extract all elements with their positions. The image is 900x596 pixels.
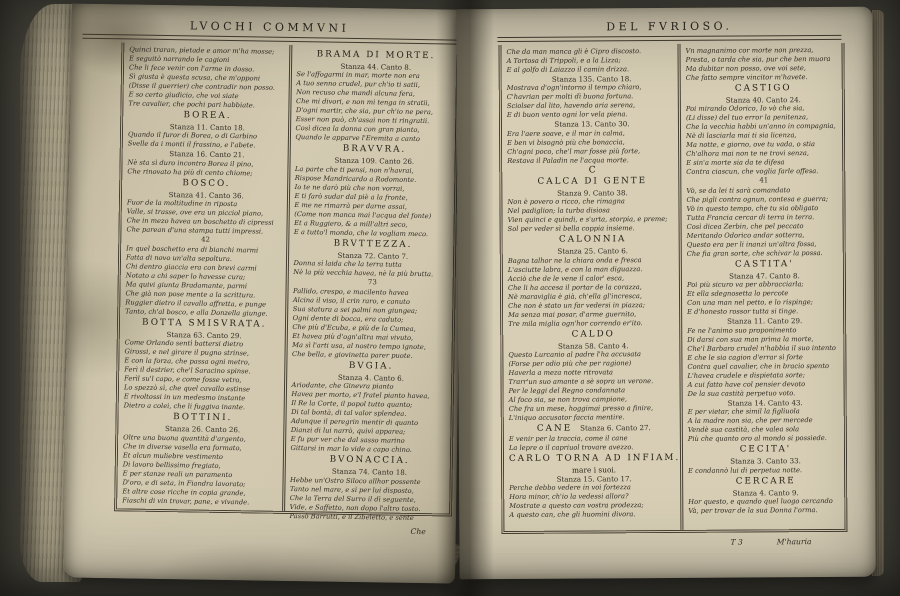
catchword: M'hauria — [776, 536, 812, 546]
verse-line: Di lavoro bellissimo fregiato, — [122, 459, 221, 470]
verse-line: Era l'aere soave, e il mar in calma, — [506, 128, 625, 138]
verse-line: La lepre o il capriuol trovare avezzo. — [508, 442, 634, 452]
verse-line: Valle, si trasse, ove era un picciol piano, — [126, 207, 264, 218]
verse-line: Gittarsi in mar lo vide a capo chino. — [290, 444, 412, 454]
right-page-content — [456, 7, 875, 580]
verse-line: E di buon vento ogni lor vela piena. — [506, 110, 628, 119]
verse-line: Più che quanto oro al mondo si possiede. — [687, 434, 827, 443]
verse-line: E ben vi bisognò più che bonaccia, — [507, 137, 625, 147]
section-heading: CASTITA' — [734, 258, 794, 270]
verse-line: E per vietar, che simil la figliuola — [687, 407, 800, 416]
verse-line: (Come non manca mai l'acqua del fonte) — [294, 209, 432, 220]
stanza-canto-reference: Stanza 16. Canto 21. — [169, 149, 245, 160]
verse-line: A la madre non sia, che per mercede — [687, 416, 813, 425]
verse-line: Io te ne darò più che non vorrai, — [294, 182, 405, 193]
verse-line: In quel boschetto era di bianchi marmi — [126, 243, 259, 254]
verse-line: Fatta di novo un'alta sepoltura. — [125, 252, 233, 263]
left-catchword-row — [74, 510, 450, 538]
verse-line: Il Re la Corte, il popol tutto quanto; — [291, 399, 413, 409]
verse-line: Che'l Barbaro crudel n'habbia il suo intento — [687, 343, 836, 353]
section-heading: BOTTA SMISVRATA. — [142, 317, 267, 330]
stanza-canto-reference: Stanza 14. Canto 43. — [727, 397, 803, 408]
section-heading: CARLO TORNA AD INFIAM. — [508, 452, 681, 464]
verse-line: Questo era per li inanzi un'altra fossa, — [686, 239, 817, 249]
verse-line: Ma notte, e giorno, ove tu vada, o stia — [686, 140, 816, 149]
verse-line: Di darsi con sua man prima la morte, — [687, 334, 814, 344]
left-page-content — [63, 4, 464, 584]
verse-line: E al golfo di Laiazzo il camin drizza. — [506, 64, 630, 74]
stanza-canto-reference: Stanza 26. Canto 26. — [164, 424, 241, 435]
verse-line: Hor questo, e quando quel luogo cercando — [688, 496, 833, 506]
section-heading: CANE — [536, 423, 573, 434]
verse-line: Quando le apparve l'Eremita a canto — [295, 133, 420, 144]
verse-line: Et alcun muliebre vestimento — [122, 450, 224, 461]
verse-line: D'oro, e di seta, in Fiandra lavorato; — [122, 477, 246, 488]
right-text-frame — [498, 42, 847, 533]
verse-line: L'iniquo accusator faccia mentire. — [508, 413, 625, 422]
verse-line: Ma dubitar non posso, ove voi sete, — [685, 63, 806, 73]
verse-line: Ferìl su'l capo, e come fosse vetro, — [124, 374, 242, 385]
left-page — [63, 4, 464, 584]
verse-line: Acciò che de le vene il calor' esca, — [507, 273, 625, 283]
gathering-signature: T 3 — [730, 537, 743, 547]
verse-line: Sì giusta è questa scusa, che m'opponi — [128, 71, 261, 82]
verse-line: E a tutto'l mondo, che la vogliam meco. — [293, 227, 429, 238]
verse-line: Non recuso che mandi alcuna fera, — [296, 88, 415, 98]
verse-line: E rivoltossi in un medesmo instante — [123, 392, 246, 403]
right-page-column-2 — [677, 42, 844, 529]
verse-line: La parte che ti pensi, non n'havrai, — [294, 164, 414, 175]
verse-line: Restava il Paladin ne l'acqua morte. — [507, 155, 629, 165]
verse-line: Và, per trovar de la sua Donna l'orma. — [688, 506, 818, 515]
verse-line: E sin'a morte sia da te difesa — [686, 158, 785, 167]
verse-line: A cui fatto have col pensier devoto — [687, 379, 806, 389]
verse-line: C'havrian per molti dì buona fortuna. — [506, 92, 634, 101]
verse-line: Trarr'un suo amante a sè sopra un verone. — [508, 377, 654, 386]
section-heading: BOREA. — [183, 109, 232, 121]
left-text-frame — [114, 42, 459, 522]
right-page-column-1 — [501, 43, 680, 530]
stanza-number: 42 — [201, 235, 211, 244]
verse-line: Tre cavalier, che pochi pari habbiate. — [128, 98, 255, 109]
verse-line: Ogni dente di bocca, era caduto; — [292, 313, 404, 324]
verse-line: Haverla a meza notte ritrovata — [508, 368, 614, 377]
verse-line: Svelle da i monti il frassino, e l'abete. — [127, 139, 256, 150]
section-heading-continuation: mare i suoi. — [571, 464, 617, 475]
verse-line: Che non è stato un far vedersi in piazza; — [508, 300, 646, 310]
verse-line: Vò, se da lei ti sarà comandato — [686, 185, 791, 195]
verse-line: Che fia gran sorte, che schivar la possa. — [686, 248, 823, 258]
verse-line: E per stanze reali un paramento — [122, 468, 233, 479]
verse-line: Nè di lasciarla mai ti sia licenza, — [686, 131, 797, 140]
verse-line: Che li ha accesa il portar de la corazza, — [507, 282, 642, 292]
verse-line: E so certo giudicio, che voi siate — [128, 89, 239, 100]
verse-line: Sua statura a sei palmi non giungea; — [292, 304, 418, 315]
section-heading-with-reference — [509, 423, 679, 434]
verse-line: Di tal bontà, di tal valor splendea. — [291, 408, 407, 418]
verse-line: Quando il furor di Borea, o di Garbino — [127, 130, 258, 141]
right-signature-row — [499, 531, 845, 547]
verse-line: Fiaschi di vin trovar, pane, e vivande. — [122, 495, 250, 506]
section-heading: BRAVVRA. — [342, 143, 407, 155]
stanza-canto-reference: Stanza 15. Canto 17. — [556, 473, 632, 484]
section-heading: BOSCO. — [182, 177, 231, 189]
verse-line: L'havea crudele e dispietata sorte; — [687, 370, 806, 380]
stanza-canto-reference: Stanza 41. Canto 36. — [168, 189, 244, 200]
verse-line: Contra quel cavalier, che in bracio spento — [687, 361, 830, 371]
verse-line: E seguitò narrando le cagioni — [129, 53, 230, 64]
verse-line: D'ogni martir, che sia, pur ch'io ne pera, — [295, 106, 434, 117]
verse-line: Esser non può, ch'assai non ti ringratii. — [295, 115, 430, 126]
verse-line: Con una man nel petto, e lo rispinge; — [687, 298, 813, 307]
verse-line: Nel padiglion; la turba disiosa — [507, 206, 610, 215]
verse-line: Che la Terra del Surro il dì seguente, — [289, 493, 416, 504]
right-page — [456, 7, 875, 580]
verse-line: Ferì il destrier, che'l Saracino spinse. — [124, 365, 251, 376]
stanza-canto-reference: Stanza 11. Canto 29. — [727, 316, 803, 326]
verse-line: Chi dentro giaccia era con brevi carmi — [125, 261, 257, 272]
section-heading: CASTIGO — [734, 82, 792, 94]
section-heading: CECITA' — [739, 444, 792, 455]
stanza-canto-reference: Stanza 135. Canto 18. — [551, 73, 632, 84]
verse-line: Che da man manca gli è Cipro discosto. — [506, 46, 642, 56]
verse-line: A questo can, che gli huomini divora. — [509, 510, 636, 519]
verse-line: Vide, e Saffetto, non dopo l'altro tosto. — [289, 502, 421, 513]
verse-line: Tanto nel mare, e sì per lui disposto, — [289, 484, 414, 495]
verse-line: Contra ciascun, che voglia farle offesa. — [686, 167, 819, 176]
verse-line: Se l'affogarmi in mar, morte non era — [296, 70, 420, 81]
verse-line: Ch'ogni poco, che'l mar fosse più forte, — [507, 146, 641, 156]
verse-line: Dietro a colei, che li fuggiva inante. — [123, 401, 246, 412]
verse-line: (Forse per odio più che per ragione) — [508, 359, 632, 368]
verse-line: Rispose Mandricardo a Rodomonte. — [294, 173, 417, 184]
verse-line: Alcina il viso, il crin raro, e canuto — [292, 295, 410, 306]
stanza-canto-reference: Stanza 13. Canto 30. — [554, 119, 630, 129]
verse-line: Che bella, e giovinetta parer puote. — [291, 349, 413, 360]
verse-line: Poi più sicuro va per abbracciarla; — [686, 280, 804, 289]
stanza-canto-reference: Stanza 40. Canto 24. — [725, 94, 801, 105]
verse-line: Che li fece venir con l'arme in dosso. — [128, 62, 255, 73]
verse-line: Che in mezo havea un boschetto di cipressi — [126, 216, 274, 227]
verse-line: Nè sta sì duro incontro Borea il pino, — [127, 157, 254, 168]
verse-line: Mostrate a questo can vostra prodezza; — [509, 501, 644, 510]
verse-line: Che pigli contra ognun, contesa e guerra; — [686, 194, 829, 204]
verse-line: Adunque il peregrin mentir di quanto — [290, 417, 419, 428]
verse-line: Vò in questo tempo, che tu sia obligato — [686, 203, 819, 213]
verse-line: Mostrava d'ogn'intorno il tempo chiaro, — [506, 83, 642, 92]
verse-line: Che in diverse vasella era formato, — [123, 441, 242, 452]
verse-line: Ruggier dietro il cavallo affretta, e punge — [125, 297, 267, 309]
stanza-number: 41 — [759, 176, 769, 185]
verse-line: Vn magnanimo cor morte non prezza, — [685, 45, 814, 55]
section-heading: BRVTTEZZA. — [333, 238, 413, 250]
left-page-column-2 — [282, 44, 457, 522]
verse-line: Che parean d'una stampa tutti impressi. — [126, 225, 264, 236]
stanza-canto-reference: Stanza 74. Canto 18. — [331, 466, 408, 477]
verse-line: Passò Barrutti, e il Zibeletto, e sente — [289, 511, 414, 522]
verse-line: Ma senza mai posar, d'arme guernito, — [508, 309, 637, 319]
verse-line: Che rinovato ha più di cento chiome; — [127, 166, 253, 177]
section-heading: BRAMA DI MORTE. — [316, 48, 436, 61]
verse-line: Oltre una buona quantità d'argento, — [123, 432, 246, 443]
verse-line: E ti farò sudar dal piè a la fronte, — [294, 191, 408, 202]
verse-line: Vendè sua castità, che valea sola — [687, 425, 800, 434]
verse-line: Bagna talhor ne la chiara onda e fresca — [507, 255, 642, 265]
verse-line: Et a Ruggiero, & a mill'altri seco, — [294, 218, 408, 229]
verse-line: Ma sì l'arti usa, al nostro tempo ignote, — [292, 340, 426, 351]
section-heading: BOTTINI. — [173, 412, 233, 424]
verse-line: Tre mila miglia ogn'hor correndo er'ito. — [508, 318, 643, 328]
verse-line: E con la forza, che passa ogni metro, — [124, 356, 250, 367]
verse-line: Notato a chi saper lo havesse cura; — [125, 270, 246, 281]
stanza-canto-reference: Stanza 63. Canto 29. — [166, 329, 242, 340]
stanza-canto-reference: Stanza 58. Canto 4. — [557, 340, 629, 351]
verse-line: Che fra un mese, hoggimai presso a finire, — [508, 404, 654, 413]
verse-line: Sciolser dal lito, havendo aria serena, — [506, 101, 636, 110]
stanza-canto-reference: Stanza 11. Canto 18. — [169, 121, 245, 132]
verse-line: Come Orlando sentì battersi dietro — [124, 338, 244, 349]
verse-line: Nè la più vecchia havea, nè la più brutta. — [293, 268, 434, 279]
verse-line: E fu pur ver che dal sasso marino — [290, 435, 405, 445]
stanza-canto-reference: Stanza 4. Canto 9. — [732, 487, 799, 498]
verse-line: Poi mirando Odorico, Io vò che sia, — [685, 104, 805, 113]
verse-line: Presta, o tarda che sia, pur che ben muora — [685, 54, 831, 64]
verse-line: Fe ne l'animo suo proponimento — [687, 325, 797, 335]
verse-line: Havea per morto, e'l fratel pianto havea, — [291, 390, 430, 401]
verse-line: Perche debbo vedere in voi fortezza — [509, 483, 631, 492]
verse-line: (Disse il guerrier) che contradir non posso. — [128, 80, 276, 92]
verse-line: Sol per veder sì bella coppia insieme. — [507, 224, 635, 233]
verse-line: De la sua castità perpetuo voto. — [687, 388, 796, 398]
verse-line: Meritando Odorico andar sotterra, — [686, 230, 805, 240]
verse-line: Che già non pose mente a la scrittura. — [125, 288, 256, 299]
verse-line: Questo Lurcanio al padre l'ha accusata — [508, 350, 642, 359]
stanza-canto-reference: Stanza 72. Canto 7. — [337, 250, 409, 261]
section-heading: BVGIA. — [348, 360, 394, 372]
left-page-column-1 — [117, 42, 289, 511]
verse-line: A Tortosa di Trippoli, e a la Lizza; — [506, 55, 621, 65]
section-heading: CALONNIA — [558, 234, 627, 245]
verse-line: Così dicea la donna con gran pianto, — [295, 124, 420, 135]
verse-line: L'asciutte labra, e con la man diguazza. — [507, 264, 643, 274]
section-heading: BVONACCIA. — [329, 454, 410, 466]
verse-line: Al foco sia, se non trova campione, — [508, 395, 627, 404]
verse-line: Ma quivi giunta Bradamante, parmi — [125, 279, 248, 290]
stanza-canto-reference: Stanza 3. Canto 33. — [730, 456, 801, 466]
verse-line: Fuor de la moltitudine in riposta — [126, 198, 238, 209]
verse-line: Per le leggi del Regno condannata — [508, 386, 626, 395]
stanza-canto-reference: Stanza 44. Canto 8. — [340, 61, 412, 72]
catchword: Che — [410, 526, 426, 536]
verse-line: A tuo senno crudel, pur ch'io ti satii, — [296, 79, 421, 90]
verse-line: Ch'alhora mai non te ne trovi senza, — [686, 149, 810, 158]
verse-line: Et altre cose ricche in copia grande, — [122, 486, 246, 497]
verse-line: Pallido, crespo, e macilento havea — [292, 286, 409, 297]
stanza-canto-reference: Stanza 4. Canto 6. — [337, 372, 405, 383]
verse-line: E condannò lui di perpetua notte. — [688, 465, 803, 475]
verse-line: Che mi divori, e non mi tenga in stratii, — [295, 97, 430, 108]
verse-line: Non è povero o ricco, che rimagna — [507, 197, 625, 206]
verse-line: Girossi, e nel girare il pugno strinse, — [124, 347, 250, 358]
stanza-number: 73 — [367, 278, 377, 287]
verse-line: Che fatto sempre vincitor m'havete. — [685, 72, 808, 82]
right-running-head: DEL FVRIOSO. — [606, 19, 733, 34]
verse-line: E d'honesto rossor tutta si tinge. — [687, 307, 799, 316]
section-heading: CALCA DI GENTE — [537, 175, 648, 187]
verse-line: Nè maraviglia è già, ch'ella gl'incresca, — [507, 291, 642, 301]
verse-line: Et havea più d'ogn'altra mai vivuto, — [292, 331, 414, 342]
verse-line: Vien quinci e quindi, e s'urta, storpia, e preme; — [507, 214, 668, 224]
alphabet-section-letter: C — [588, 164, 596, 175]
verse-line: Tanto, ch'al bosco, e alla Donzella giunge. — [125, 306, 268, 318]
verse-line: Lo spezzò sì, che quel cavallo estinse — [123, 383, 251, 394]
verse-line: Ariodante, che Ginevra pianto — [291, 381, 394, 391]
verse-line: Che più d'Ecuba, e più de la Cumea, — [292, 322, 416, 333]
section-heading: CERCARE — [735, 475, 796, 487]
stanza-canto-reference: Stanza 25. Canto 6. — [557, 246, 629, 256]
verse-line: Così dicea Zerbin, che pel peccato — [686, 221, 804, 231]
verse-line: Dianzi di lui narrò, quivi apparea; — [290, 426, 406, 436]
verse-line: Hebbe un'Ostro Siloco allhor possente — [290, 475, 421, 486]
verse-line: E che le sia cagion d'errar sì forte — [687, 352, 803, 362]
verse-line: (Li disse) del tuo error la penitenza, — [685, 113, 809, 122]
verse-line: E me ne rimarrà per darne assai, — [294, 200, 407, 211]
stanza-canto-reference: Stanza 47. Canto 8. — [729, 270, 800, 281]
verse-line: Hora minor, ch'io la vedessi allora? — [509, 492, 629, 501]
left-running-head: LVOCHI COMMVNI — [189, 19, 350, 35]
verse-line: Tutta Francia cercar di terra in terra. — [686, 212, 815, 222]
verse-line: Quinci traran, pietade e amor m'ha mosse; — [129, 44, 275, 56]
verse-line: Donna sì laida che la terra tutta — [293, 259, 402, 269]
verse-line: Che la vecchia habbi un'anno in compagnia, — [685, 121, 836, 131]
verse-line: Et ella sdegnosetta lo percote — [686, 289, 789, 298]
verse-line: E venir per la traccia, come il cane — [508, 433, 628, 443]
stanza-canto-reference: Stanza 9. Canto 38. — [557, 187, 628, 198]
stanza-canto-reference: Stanza 109. Canto 26. — [334, 155, 415, 166]
stanza-canto-reference: Stanza 6. Canto 27. — [580, 423, 651, 433]
right-header-rule — [497, 35, 841, 42]
section-heading: CALDO — [571, 328, 615, 340]
